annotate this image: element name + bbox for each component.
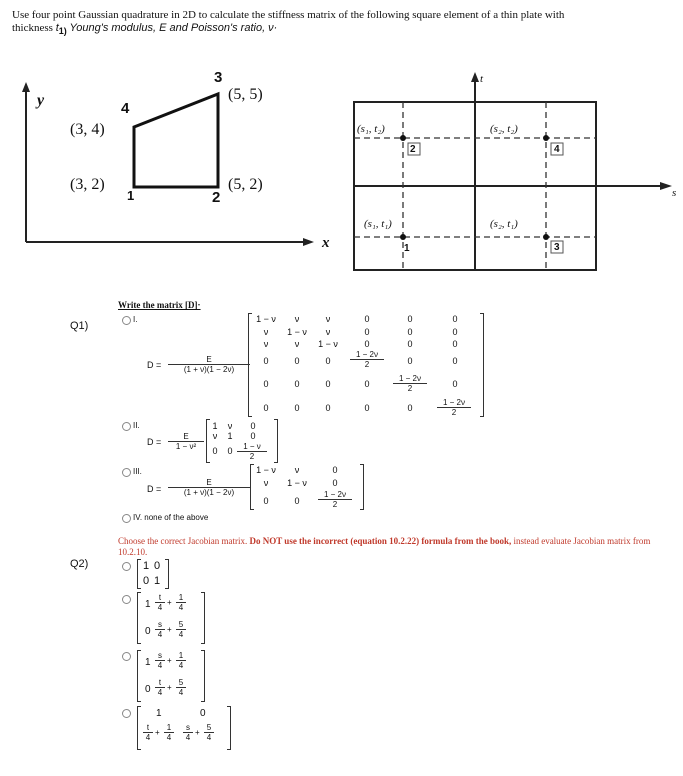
m1-r6c1: 0 (263, 403, 269, 413)
y-label: y (37, 92, 45, 109)
coord-s2-t2: (s₂, t₂) (490, 123, 518, 135)
jc-r2-plus: + (167, 683, 172, 692)
jd-r1c2: 0 (200, 708, 206, 719)
x-arrow (303, 238, 314, 246)
jc-r2-t: t (155, 678, 165, 688)
node-1-coord: (3, 2) (70, 176, 105, 193)
gauss-point-1 (400, 234, 406, 240)
x-label: x (322, 235, 330, 251)
jb-r2-s4 (155, 620, 165, 639)
jb-r2-54 (176, 620, 186, 639)
m1-r3c4: 0 (364, 339, 370, 349)
m2-r3c3 (237, 442, 267, 461)
y-arrow (22, 82, 30, 92)
jb-r2-five-den: 4 (178, 630, 184, 639)
node-3-coord: (5, 5) (228, 86, 263, 103)
jc-r2-t-den: 4 (157, 688, 163, 697)
coord-s1-t2: (s₁, t₂) (357, 123, 385, 135)
jd-r2-t4 (143, 723, 153, 742)
m2-r1c3: 0 (250, 421, 256, 431)
node-2-coord: (5, 2) (228, 176, 263, 193)
m1-r4c5: 0 (407, 356, 413, 366)
opt2-den: 1 − ν² (175, 442, 197, 451)
gauss-point-4 (543, 135, 549, 141)
m1-r4c4-num: 1 − 2ν (350, 350, 384, 360)
jb-r2-s-den: 4 (157, 630, 163, 639)
m1-r5c3: 0 (325, 379, 331, 389)
t-arrow (471, 72, 479, 82)
m1-r5c5 (393, 374, 427, 393)
jd-r2-s: s (183, 723, 193, 733)
quad-element (134, 94, 218, 187)
m1-r5c1: 0 (263, 379, 269, 389)
m1-r6c4: 0 (364, 403, 370, 413)
m3-r1c2: ν (294, 465, 300, 475)
opt2-prefactor (168, 432, 204, 451)
jac-a-matrix (137, 559, 169, 589)
m1-r6c3: 0 (325, 403, 331, 413)
m1-r2c5: 0 (407, 327, 413, 337)
intro-t: t (55, 22, 59, 34)
opt3-den: (1 + ν)(1 − 2ν) (183, 488, 235, 497)
q1-option-iii-radio[interactable] (122, 468, 131, 477)
m3-r3c3 (318, 490, 352, 509)
jd-r2-plus1: + (155, 728, 160, 737)
jb-r1-t4 (155, 593, 165, 612)
t-label: t (480, 73, 484, 85)
q2-option-c-radio[interactable] (122, 652, 131, 661)
m2-r3c3-den: 2 (249, 452, 255, 461)
m3-r2c1: ν (263, 478, 269, 488)
q1-label: Q1) (70, 320, 89, 332)
m1-r3c2: ν (294, 339, 300, 349)
gp-2-num: 2 (410, 144, 416, 155)
ja-r2c1: 0 (143, 575, 150, 587)
m3-r2c2: 1 − ν (287, 478, 307, 488)
jc-r2-t4 (155, 678, 165, 697)
m1-r6c6-den: 2 (451, 408, 457, 417)
m1-r4c3: 0 (325, 356, 331, 366)
jc-r2-54 (176, 678, 186, 697)
jb-r2c1: 0 (145, 626, 151, 637)
opt1-prefactor (168, 355, 250, 374)
jd-r2-14 (164, 723, 174, 742)
m1-r3c1: ν (263, 339, 269, 349)
problem-statement (12, 9, 672, 38)
m2-r2c3: 0 (250, 431, 256, 441)
m1-r1c3: ν (325, 314, 331, 324)
m2-r2c2: 1 (227, 431, 233, 441)
m3-r3c3-num: 1 − 2ν (318, 490, 352, 500)
m2-r3c3-num: 1 − ν (237, 442, 267, 452)
m3-r3c1: 0 (263, 496, 269, 506)
q1-option-i-radio[interactable] (122, 316, 131, 325)
opt1-D: D = (147, 360, 162, 370)
q2-option-b-radio[interactable] (122, 595, 131, 604)
jd-r2-one: 1 (164, 723, 174, 733)
jc-r1-plus: + (167, 656, 172, 665)
jc-r1-s-den: 4 (157, 661, 163, 670)
jc-r1-14 (176, 651, 186, 670)
node-4-label: 4 (121, 100, 130, 117)
gp-1-num: 1 (404, 243, 410, 254)
m1-r4c2: 0 (294, 356, 300, 366)
intro-sub: 1) (58, 26, 67, 37)
m1-r3c3: 1 − ν (318, 339, 338, 349)
q1-option-ii-radio[interactable] (122, 422, 131, 431)
m1-r2c2: 1 − ν (287, 327, 307, 337)
q1-option-iv-label: IV. none of the above (133, 513, 209, 522)
element-geometry-figure (0, 60, 340, 260)
jc-r1-one-den: 4 (178, 661, 184, 670)
coord-s1-t1: (s₁, t₁) (364, 218, 392, 230)
m1-r5c6: 0 (452, 379, 458, 389)
intro-rest: Young's modulus, E and Poisson's ratio, ν· (69, 22, 278, 34)
opt3-D: D = (147, 484, 162, 494)
m3-r3c3-den: 2 (332, 500, 338, 509)
m1-r4c4 (350, 350, 384, 369)
q2-option-d-radio[interactable] (122, 709, 131, 718)
q1-option-i-label: I. (133, 315, 138, 324)
gp-4-num: 4 (554, 144, 560, 155)
jb-r1-one-den: 4 (178, 603, 184, 612)
jb-r2-plus: + (167, 625, 172, 634)
node-3-label: 3 (214, 69, 223, 86)
jb-r1-one: 1 (176, 593, 186, 603)
q1-option-ii-label: II. (133, 421, 140, 430)
m1-r2c6: 0 (452, 327, 458, 337)
gauss-point-3 (543, 234, 549, 240)
m1-r1c6: 0 (452, 314, 458, 324)
m3-r1c3: 0 (332, 465, 338, 475)
m2-r1c1: 1 (212, 421, 218, 431)
opt1-E: E (168, 355, 250, 365)
m1-r6c6-num: 1 − 2ν (437, 398, 471, 408)
jd-r2-s-den: 4 (185, 733, 191, 742)
node-1-label: 1 (127, 188, 135, 203)
node-4-coord: (3, 4) (70, 121, 105, 138)
s-arrow (660, 182, 672, 190)
m1-r1c2: ν (294, 314, 300, 324)
m1-r6c6 (437, 398, 471, 417)
jc-r1-s4 (155, 651, 165, 670)
m1-r5c5-num: 1 − 2ν (393, 374, 427, 384)
intro-line1: Use four point Gaussian quadrature in 2D to calculate the stiffness matrix of the following square element of a thin plate with (12, 9, 565, 21)
jb-r2-five: 5 (176, 620, 186, 630)
m3-r1c1: 1 − ν (256, 465, 276, 475)
q2-instr-c: instead evaluate Jacobian matrix from 10.2.10. (118, 536, 651, 557)
m1-r4c4-den: 2 (364, 360, 370, 369)
coord-s2-t1: (s₂, t₁) (490, 218, 518, 230)
opt2-D: D = (147, 437, 162, 447)
q2-label: Q2) (70, 558, 89, 570)
jc-r2-five: 5 (176, 678, 186, 688)
m1-r3c6: 0 (452, 339, 458, 349)
q1-prompt: Write the matrix [D]· (118, 300, 201, 310)
m1-r6c5: 0 (407, 403, 413, 413)
m1-r1c1: 1 − ν (256, 314, 276, 324)
jd-r2-one-den: 4 (166, 733, 172, 742)
jc-r2-five-den: 4 (178, 688, 184, 697)
q2-instr-a: Choose the correct Jacobian matrix. (118, 536, 248, 546)
jb-r1-14 (176, 593, 186, 612)
jc-r2c1: 0 (145, 684, 151, 695)
node-2-label: 2 (212, 189, 221, 206)
jb-r1-t-den: 4 (157, 603, 163, 612)
m1-r2c4: 0 (364, 327, 370, 337)
jd-r2-five-den: 4 (206, 733, 212, 742)
q2-instr-b: Do NOT use the incorrect (equation 10.2.22) formula from the book, (249, 536, 512, 546)
jd-r2-t-den: 4 (145, 733, 151, 742)
m1-r2c1: ν (263, 327, 269, 337)
jb-r2-s: s (155, 620, 165, 630)
gp-3-num: 3 (554, 242, 560, 253)
m3-r2c3: 0 (332, 478, 338, 488)
m1-r5c5-den: 2 (407, 384, 413, 393)
m1-r1c5: 0 (407, 314, 413, 324)
m1-r5c2: 0 (294, 379, 300, 389)
m2-r2c1: ν (212, 431, 218, 441)
jc-r1-one: 1 (176, 651, 186, 661)
q1-option-iii-label: III. (133, 467, 142, 476)
m2-r1c2: ν (227, 421, 233, 431)
q2-instructions (118, 536, 668, 558)
jb-r1-t: t (155, 593, 165, 603)
ja-r1c2: 0 (154, 560, 161, 572)
opt3-prefactor (168, 478, 250, 497)
q1-option-iv-radio[interactable] (122, 514, 131, 523)
jb-r1-plus: + (167, 598, 172, 607)
jd-r2-plus2: + (195, 728, 200, 737)
jc-r1-s: s (155, 651, 165, 661)
jb-r1c1: 1 (145, 599, 151, 610)
m3-r3c2: 0 (294, 496, 300, 506)
m2-r3c2: 0 (227, 446, 233, 456)
m1-r2c3: ν (325, 327, 331, 337)
intro-thickness: thickness (12, 22, 53, 34)
m2-r3c1: 0 (212, 446, 218, 456)
s-label: s (672, 187, 677, 199)
opt1-den: (1 + ν)(1 − 2ν) (183, 365, 235, 374)
jd-r2-54 (204, 723, 214, 742)
jd-r2-s4 (183, 723, 193, 742)
m1-r4c6: 0 (452, 356, 458, 366)
ja-r2c2: 1 (154, 575, 161, 587)
m1-r4c1: 0 (263, 356, 269, 366)
m1-r5c4: 0 (364, 379, 370, 389)
q2-option-a-radio[interactable] (122, 562, 131, 571)
m1-r1c4: 0 (364, 314, 370, 324)
ja-r1c1: 1 (143, 560, 150, 572)
jd-r2-five: 5 (204, 723, 214, 733)
m1-r6c2: 0 (294, 403, 300, 413)
jc-r1c1: 1 (145, 657, 151, 668)
m1-r3c5: 0 (407, 339, 413, 349)
gauss-point-2 (400, 135, 406, 141)
jd-r1c1: 1 (156, 708, 162, 719)
gauss-points-figure (340, 70, 683, 275)
opt3-E: E (168, 478, 250, 488)
jd-r2-t: t (143, 723, 153, 733)
opt2-E: E (168, 432, 204, 442)
